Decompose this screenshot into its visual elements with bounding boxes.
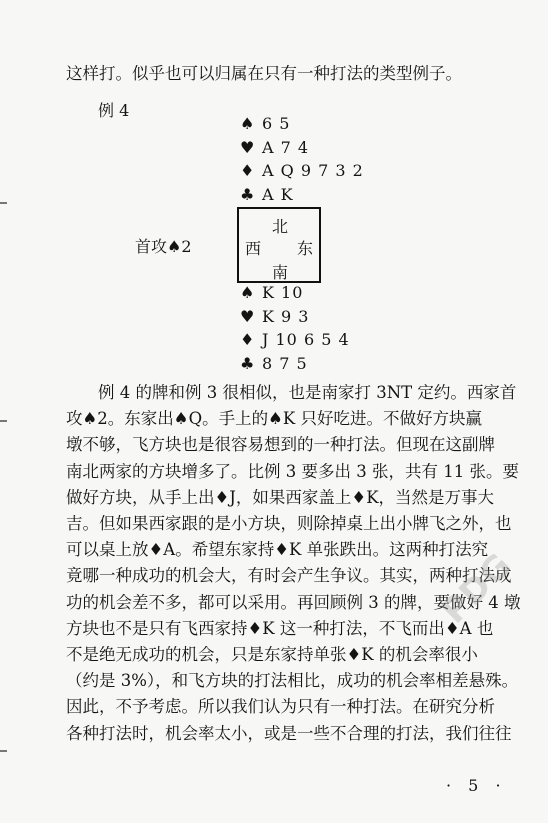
watermark: PDG	[433, 545, 520, 632]
spade-icon: ♠	[240, 114, 256, 133]
paragraph-line: 因此，不予考虑。所以我们认为只有一种打法。在研究分析	[66, 697, 495, 717]
heart-icon: ♥	[240, 138, 256, 157]
analysis-paragraph	[66, 380, 521, 747]
south-spades-cards: K 10	[262, 283, 304, 302]
compass-south: 南	[272, 263, 289, 282]
south-clubs-cards: 8 7 5	[262, 354, 308, 373]
south-clubs	[240, 354, 308, 374]
paragraph-line: 南北两家的方块增多了。比例 3 要多出 3 张，共有 11 张。要	[66, 461, 519, 481]
club-icon: ♣	[240, 354, 256, 373]
intro-line: 这样打。似乎也可以归属在只有一种打法的类型例子。	[66, 64, 462, 83]
north-spades	[240, 114, 290, 134]
south-diamonds-cards: J 10 6 5 4	[262, 330, 350, 349]
paragraph-line: 例 4 的牌和例 3 很相似，也是南家打 3NT 定约。西家首	[98, 383, 517, 402]
paragraph-line: 竟哪一种成功的机会大，有时会产生争议。其实，两种打法成	[66, 566, 512, 586]
club-icon: ♣	[240, 185, 256, 204]
diamond-icon: ♦	[240, 161, 256, 180]
north-diamonds	[240, 161, 364, 181]
scan-edge-mark	[0, 202, 7, 204]
paragraph-line: 各种打法时，机会率太小，或是一些不合理的打法，我们往往	[66, 723, 512, 743]
compass-north: 北	[272, 217, 289, 236]
paragraph-line: （约是 3%），和飞方块的打法相比，成功的机会率相差悬殊。	[66, 671, 519, 691]
south-spades	[240, 283, 303, 303]
page-number: · 5 ·	[446, 776, 507, 795]
south-hearts-cards: K 9 3	[262, 307, 310, 326]
north-spades-cards: 6 5	[262, 114, 291, 133]
north-clubs	[240, 185, 294, 205]
paragraph-line: 攻♠2。东家出♠Q。手上的♠K 只好吃进。不做好方块赢	[66, 409, 482, 429]
spade-icon: ♠	[240, 283, 256, 302]
paragraph-line: 不是绝无成功的机会，只是东家持单张♦K 的机会率很小	[66, 645, 478, 665]
paragraph-line: 可以桌上放♦A。希望东家持♦K 单张跌出。这两种打法究	[66, 540, 489, 560]
paragraph-line: 做好方块，从手上出♦J，如果西家盖上♦K，当然是万事大	[66, 487, 495, 507]
north-diamonds-cards: A Q 9 7 3 2	[262, 161, 364, 180]
compass-east: 东	[297, 239, 314, 258]
north-hearts	[240, 138, 309, 158]
diamond-icon: ♦	[240, 330, 256, 349]
south-diamonds	[240, 330, 350, 350]
paragraph-line: 方块也不是只有飞西家持♦K 这一种打法，不飞而出♦A 也	[66, 618, 494, 638]
north-hearts-cards: A 7 4	[262, 138, 310, 157]
south-hearts	[240, 307, 309, 327]
scan-edge-mark	[0, 750, 7, 752]
compass-box	[237, 207, 321, 283]
opening-lead: 首攻♠2	[135, 237, 192, 256]
heart-icon: ♥	[240, 307, 256, 326]
paragraph-line: 功的机会差不多，都可以采用。再回顾例 3 的牌，要做好 4 墩	[66, 592, 521, 612]
paragraph-line: 墩不够，飞方块也是很容易想到的一种打法。但现在这副牌	[66, 435, 495, 455]
compass-west: 西	[245, 239, 262, 258]
example-title: 例 4	[98, 101, 130, 120]
scan-edge-mark	[0, 420, 7, 422]
north-clubs-cards: A K	[262, 185, 294, 204]
paragraph-line: 吉。但如果西家跟的是小方块，则除掉桌上出小牌飞之外，也	[66, 514, 512, 534]
